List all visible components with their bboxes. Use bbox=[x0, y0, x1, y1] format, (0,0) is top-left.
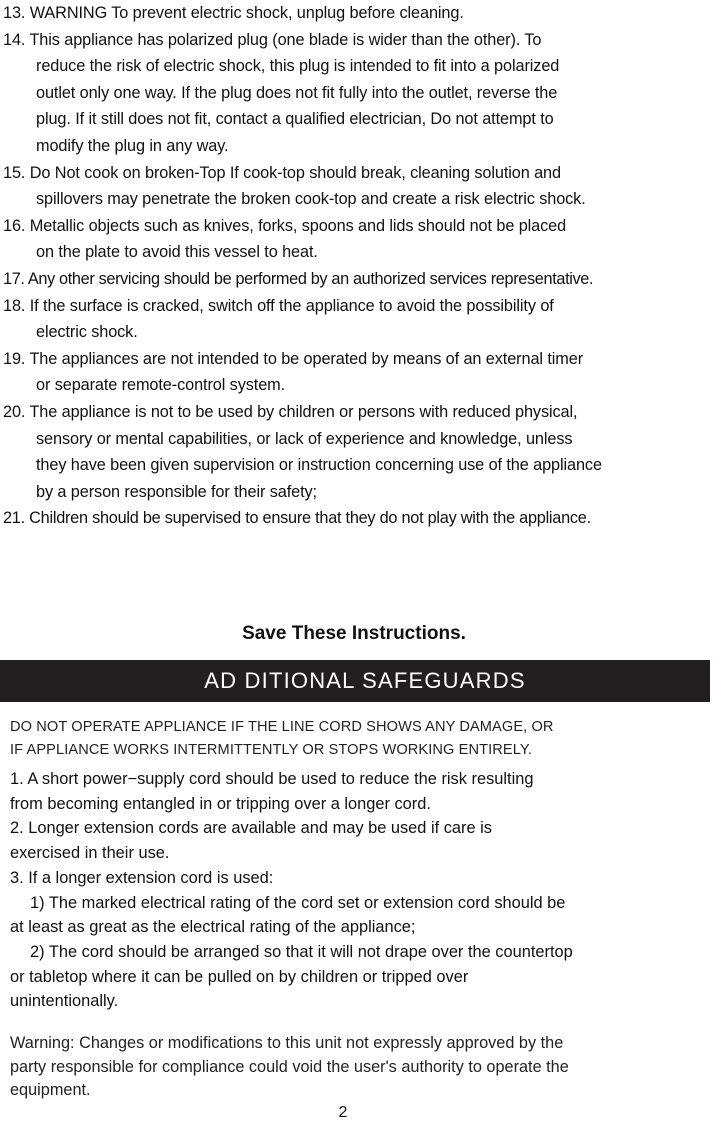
safeguard-line: 1) The marked electrical rating of the cord set or extension cord should be bbox=[30, 893, 566, 912]
safeguard-line: exercised in their use. bbox=[10, 844, 170, 863]
item-line: 19. The appliances are not intended to be operated by means of an external timer bbox=[3, 349, 584, 368]
item-line: outlet only one way. If the plug does not fit fully into the outlet, reverse the bbox=[36, 83, 558, 102]
safeguards-list bbox=[10, 767, 720, 1014]
list-item bbox=[3, 213, 728, 266]
safeguard-line: unintentionally. bbox=[10, 992, 119, 1011]
safety-items-list bbox=[3, 0, 728, 532]
list-item bbox=[3, 399, 728, 505]
item-line: sensory or mental capabilities, or lack of experience and knowledge, unless bbox=[36, 429, 573, 448]
list-item bbox=[3, 346, 728, 399]
item-line: or separate remote-control system. bbox=[36, 376, 286, 395]
item-line: 17. Any other servicing should be performed by an authorized services representative. bbox=[3, 269, 594, 288]
save-heading-text: Save These Instructions. bbox=[242, 623, 466, 644]
item-line: plug. If it still does not fit, contact a qualified electrician, Do not attempt to bbox=[36, 110, 554, 129]
item-line: 13. WARNING To prevent electric shock, unplug before cleaning. bbox=[3, 4, 464, 22]
item-line: they have been given supervision or instruction concerning use of the appliance bbox=[36, 456, 602, 475]
caps-warning-line: DO NOT OPERATE APPLIANCE IF THE LINE CORD SHOWS ANY DAMAGE, OR bbox=[10, 719, 554, 735]
warning-line: party responsible for compliance could void the user's authority to operate the bbox=[10, 1057, 569, 1076]
caps-warning-line: IF APPLIANCE WORKS INTERMITTENTLY OR STOPS WORKING ENTIRELY. bbox=[10, 742, 533, 758]
safeguard-line: at least as great as the electrical rating of the appliance; bbox=[10, 918, 416, 937]
item-line: on the plate to avoid this vessel to heat. bbox=[36, 243, 318, 262]
safeguard-line: from becoming entangled in or tripping over a longer cord. bbox=[10, 794, 431, 813]
item-line: 16. Metallic objects such as knives, forks, spoons and lids should not be placed bbox=[3, 216, 567, 235]
fcc-warning bbox=[10, 1032, 569, 1103]
list-item bbox=[3, 160, 728, 213]
item-line: reduce the risk of electric shock, this plug is intended to fit into a polarized bbox=[36, 57, 560, 76]
item-line: 18. If the surface is cracked, switch off the appliance to avoid the possibility of bbox=[3, 296, 554, 315]
warning-line: Warning: Changes or modifications to this unit not expressly approved by the bbox=[10, 1034, 564, 1052]
item-line: modify the plug in any way. bbox=[36, 136, 229, 155]
safeguard-line: 3. If a longer extension cord is used: bbox=[10, 868, 274, 887]
section-banner bbox=[0, 660, 710, 702]
list-item bbox=[3, 266, 728, 293]
item-line: 20. The appliance is not to be used by children or persons with reduced physical, bbox=[3, 402, 578, 421]
banner-title: AD DITIONAL SAFEGUARDS bbox=[204, 668, 526, 693]
save-instructions-heading bbox=[0, 620, 728, 648]
item-line: 21. Children should be supervised to ensure that they do not play with the appliance. bbox=[3, 509, 591, 528]
list-item bbox=[3, 27, 728, 160]
safeguard-line: 1. A short power−supply cord should be used to reduce the risk resulting bbox=[10, 770, 534, 788]
warning-line: equipment. bbox=[10, 1081, 91, 1099]
list-item bbox=[3, 293, 728, 346]
safeguard-line: 2. Longer extension cords are available and may be used if care is bbox=[10, 819, 492, 838]
item-line: 15. Do Not cook on broken-Top If cook-top should break, cleaning solution and bbox=[3, 163, 561, 182]
item-line: by a person responsible for their safety; bbox=[36, 482, 317, 501]
list-item bbox=[3, 0, 728, 27]
safeguard-line: 2) The cord should be arranged so that it will not drape over the countertop bbox=[30, 942, 573, 961]
item-line: electric shock. bbox=[36, 323, 138, 342]
caps-warning bbox=[10, 716, 554, 762]
item-line: 14. This appliance has polarized plug (one blade is wider than the other). To bbox=[3, 30, 542, 49]
item-line: spillovers may penetrate the broken cook-top and create a risk electric shock. bbox=[36, 190, 586, 209]
list-item bbox=[3, 505, 728, 532]
safeguard-line: or tabletop where it can be pulled on by children or tripped over bbox=[10, 967, 469, 986]
page-number: 2 bbox=[338, 1104, 348, 1121]
